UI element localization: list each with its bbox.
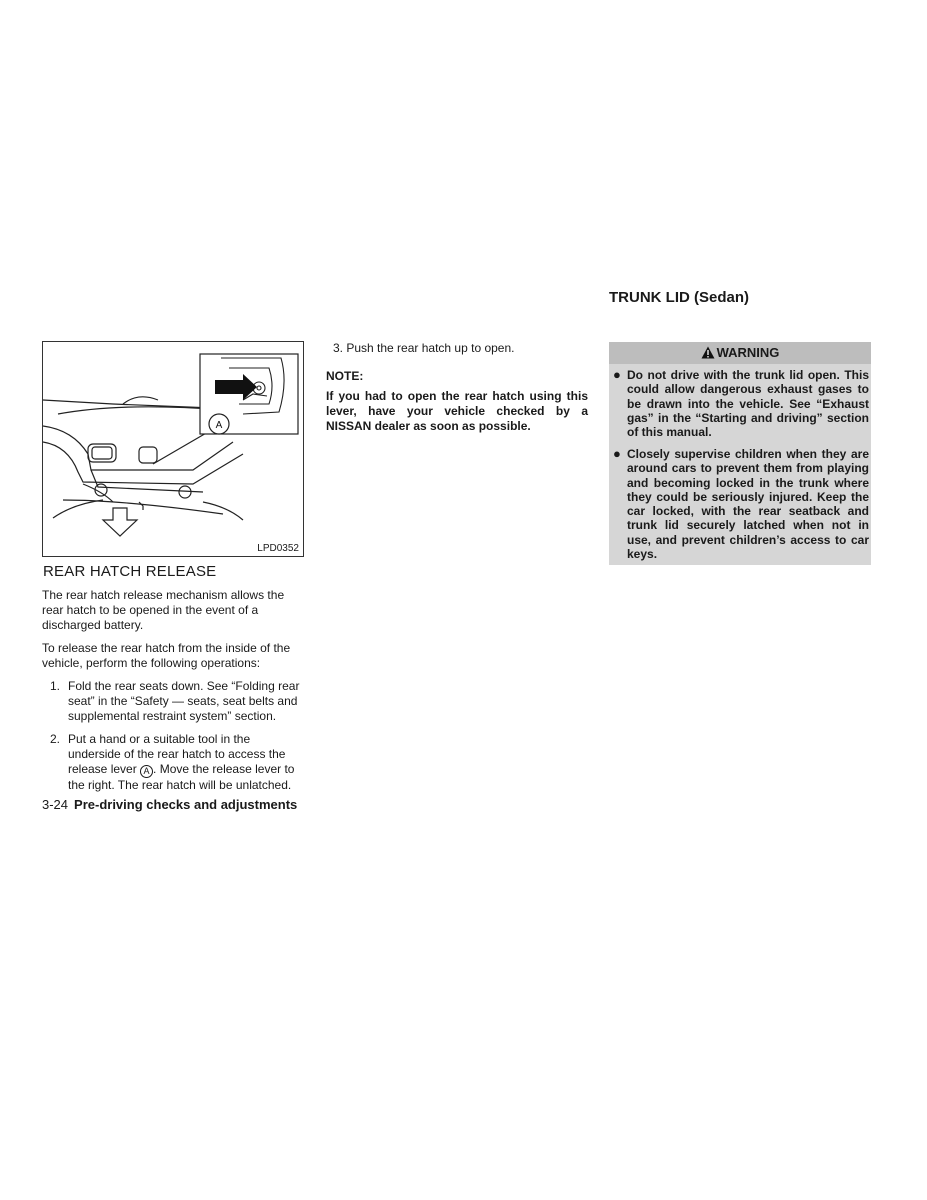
bullet-dot: ● [613, 367, 621, 382]
page-footer [42, 797, 297, 812]
illustration-rear-hatch [42, 341, 304, 557]
figure-code: LPD0352 [257, 543, 299, 554]
step-2 [50, 732, 306, 793]
step-text [68, 732, 306, 793]
warning-triangle-icon [701, 346, 715, 359]
step-text-before: Put a hand or a suitable tool in the underside of the rear hatch to access the release lever [68, 732, 286, 776]
footer-section-title: Pre-driving checks and adjustments [74, 797, 298, 812]
circled-a-label: A [140, 765, 153, 778]
callout-a: A [215, 420, 223, 431]
step-number: 1. [50, 679, 61, 693]
warning-label: WARNING [716, 345, 780, 360]
instruction-paragraph: To release the rear hatch from the inside of the vehicle, perform the following operations: [42, 641, 291, 670]
warning-bullet [613, 447, 869, 561]
intro-paragraph: The rear hatch release mechanism allows the rear hatch to be opened in the event of a discharged battery. [42, 588, 285, 632]
warning-bullet [613, 368, 869, 439]
step-number: 3. [333, 341, 344, 355]
note-text: If you had to open the rear hatch using this lever, have your vehicle checked by a NISSAN dealer as soon as possible. [326, 389, 588, 433]
section-title-trunk: TRUNK LID (Sedan) [609, 289, 749, 306]
step-1 [50, 679, 306, 724]
rear-hatch-diagram [43, 342, 303, 556]
section-title-rear-hatch: REAR HATCH RELEASE [43, 563, 217, 580]
warning-text: Do not drive with the trunk lid open. This could allow dangerous exhaust gases to be drawn into the vehicle. See “Exhaust gas” in the “Starting and driving” section of this manual. [627, 368, 869, 440]
warning-text: Closely supervise children when they are around cars to prevent them from playing and becoming locked in the trunk where they could be seriously injured. Keep the car locked, with the rear seatback and trunk lid securely latched when not in use, and prevent children’s access to car keys. [627, 447, 869, 562]
step-text: Fold the rear seats down. See “Folding rear seat” in the “Safety — seats, seat belts and supplemental restraint system” section. [68, 679, 300, 723]
step-text: Push the rear hatch up to open. [346, 341, 515, 355]
step-3 [333, 341, 593, 356]
warning-box [609, 342, 871, 565]
step-text-after: . Move the release lever to the right. The rear hatch will be unlatched. [68, 762, 295, 792]
warning-header [609, 342, 871, 364]
bullet-dot: ● [613, 446, 621, 461]
note-label: NOTE: [326, 369, 364, 383]
page-number: 3-24 [42, 797, 69, 812]
step-number: 2. [50, 732, 61, 746]
